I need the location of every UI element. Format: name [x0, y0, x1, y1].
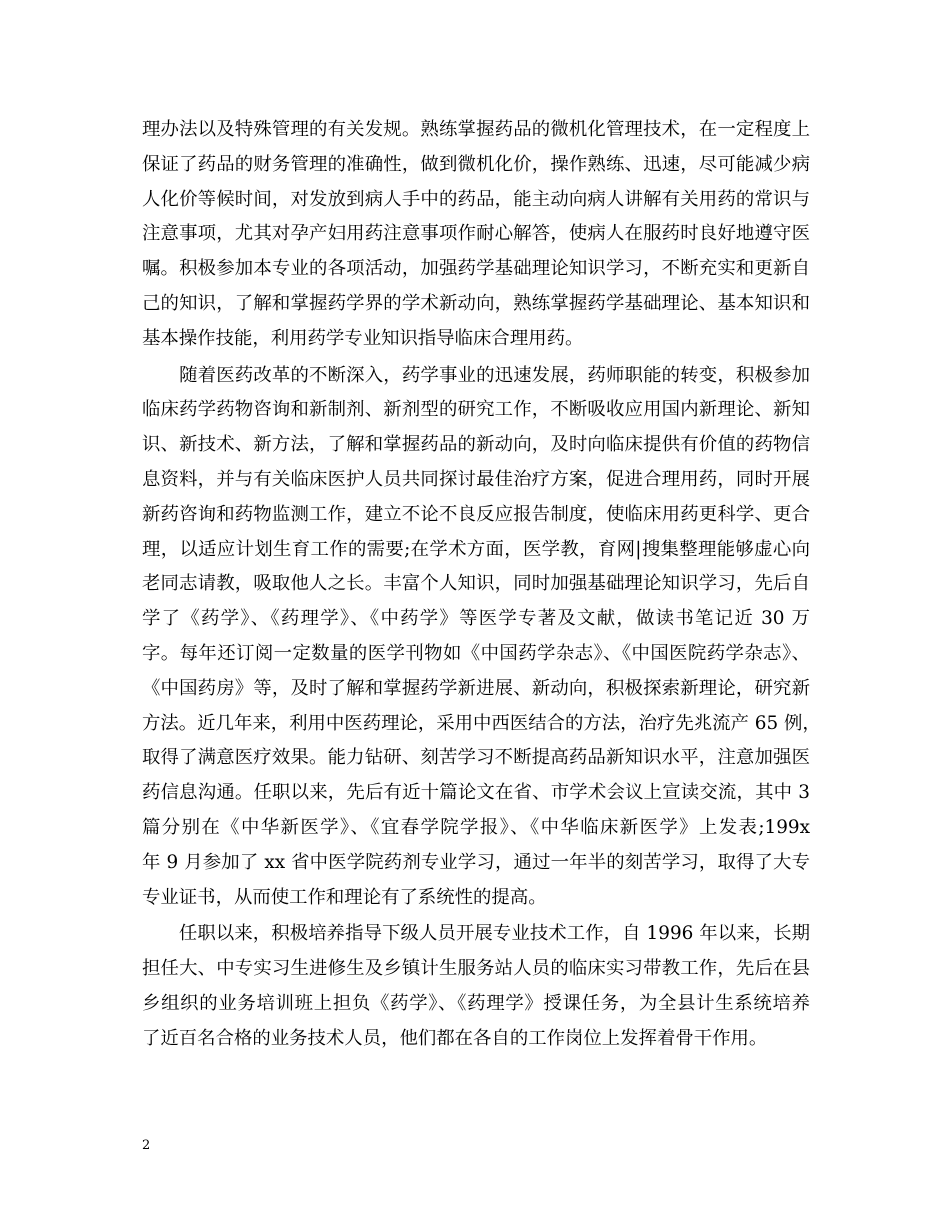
text-line: 随着医药改革的不断深入，药学事业的迅速发展，药师职能的转变，积极参加 — [142, 364, 810, 386]
text-line: 字。每年还订阅一定数量的医学刊物如《中国药学杂志》、《中国医院药学杂志》、 — [142, 642, 810, 664]
text-line: 嘱。积极参加本专业的各项活动，加强药学基础理论知识学习，不断充实和更新自 — [142, 258, 810, 280]
text-line: 识、新技术、新方法，了解和掌握药品的新动向，及时向临床提供有价值的药物信 — [142, 434, 810, 456]
text-line: 老同志请教，吸取他人之长。丰富个人知识，同时加强基础理论知识学习，先后自 — [142, 573, 810, 595]
text-line: 保证了药品的财务管理的准确性，做到微机化价，操作熟练、迅速，尽可能减少病 — [142, 153, 810, 175]
text-line: 基本操作技能，利用药学专业知识指导临床合理用药。 — [142, 327, 584, 349]
page-number: 2 — [142, 1138, 151, 1153]
text-line: 篇分别在《中华新医学》、《宜春学院学报》、《中华临床新医学》上发表;199x — [142, 816, 810, 838]
text-line: 了近百名合格的业务技术人员，他们都在各自的工作岗位上发挥着骨干作用。 — [142, 1027, 768, 1049]
text-line: 方法。近几年来，利用中医药理论，采用中西医结合的方法，治疗先兆流产 65 例， — [142, 712, 821, 734]
text-line: 任职以来，积极培养指导下级人员开展专业技术工作，自 1996 年以来，长期 — [142, 923, 810, 945]
text-line: 新药咨询和药物监测工作，建立不论不良反应报告制度，使临床用药更科学、更合 — [142, 503, 810, 525]
text-line: 息资料，并与有关临床医护人员共同探讨最佳治疗方案，促进合理用药，同时开展 — [142, 468, 810, 490]
text-line: 药信息沟通。任职以来，先后有近十篇论文在省、市学术会议上宣读交流，其中 3 — [142, 782, 810, 804]
paragraph-3 — [142, 917, 810, 1056]
text-line: 取得了满意医疗效果。能力钻研、刻苦学习不断提高药品新知识水平，注意加强医 — [142, 747, 810, 769]
text-line: 注意事项，尤其对孕产妇用药注意事项作耐心解答，使病人在服药时良好地遵守医 — [142, 223, 810, 245]
text-line: 理办法以及特殊管理的有关发规。熟练掌握药品的微机化管理技术，在一定程度上 — [142, 119, 810, 140]
body-text — [142, 113, 821, 1057]
text-line: 人化价等候时间，对发放到病人手中的药品，能主动向病人讲解有关用药的常识与 — [142, 188, 810, 210]
paragraph-2 — [142, 359, 821, 916]
text-line: 临床药学药物咨询和新制剂、新剂型的研究工作，不断吸收应用国内新理论、新知 — [142, 399, 810, 421]
text-line: 《中国药房》等，及时了解和掌握药学新进展、新动向，积极探索新理论，研究新 — [142, 677, 810, 699]
text-line: 乡组织的业务培训班上担负《药学》、《药理学》授课任务，为全县计生系统培养 — [142, 992, 810, 1014]
text-line: 己的知识，了解和掌握药学界的学术新动向，熟练掌握药学基础理论、基本知识和 — [142, 292, 810, 314]
text-line: 担任大、中专实习生进修生及乡镇计生服务站人员的临床实习带教工作，先后在县 — [142, 958, 810, 980]
text-line: 理，以适应计划生育工作的需要;在学术方面，医学教，育网|搜集整理能够虚心向 — [142, 538, 810, 560]
text-line: 年 9 月参加了 xx 省中医学院药剂专业学习，通过一年半的刻苦学习，取得了大专 — [142, 851, 810, 873]
text-line: 学了《药学》、《药理学》、《中药学》等医学专著及文献，做读书笔记近 30 万 — [142, 608, 810, 630]
text-line: 专业证书，从而使工作和理论有了系统性的提高。 — [142, 886, 547, 908]
paragraph-1 — [142, 113, 810, 357]
